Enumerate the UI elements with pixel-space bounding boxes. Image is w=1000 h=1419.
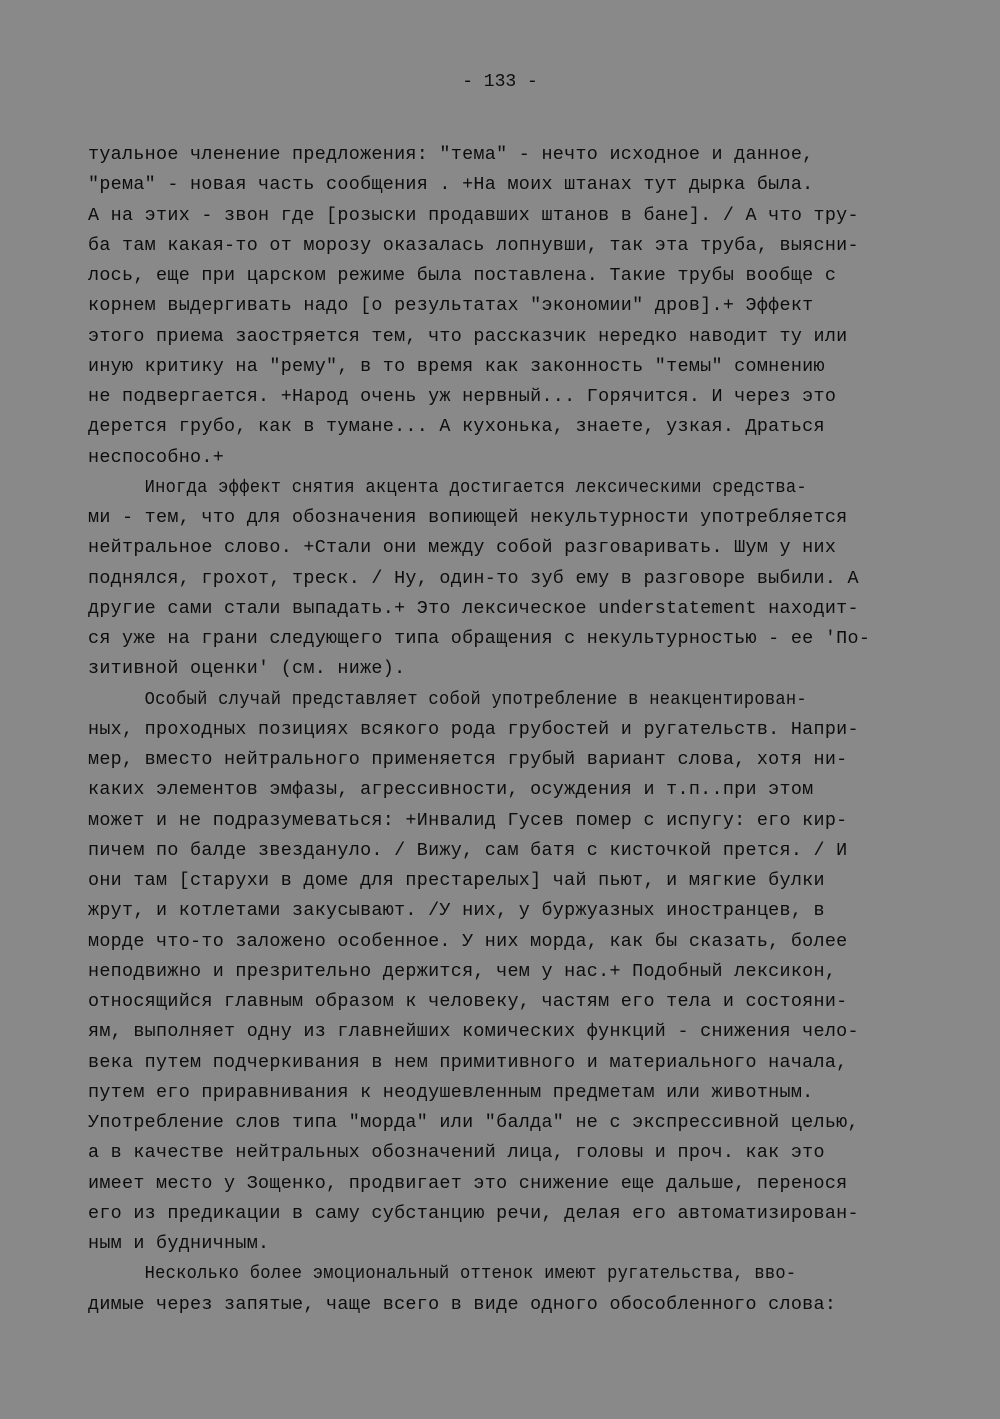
paragraph-first-line: Несколько более эмоциональный оттенок имеют ругательства, вво- [144, 1263, 797, 1285]
text-line: иную критику на "рему", в то время как законность "темы" сомнению [88, 355, 825, 377]
text-line: А на этих - звон где [розыски продавших штанов в бане]. / А что тру- [88, 204, 859, 226]
paragraph-first-line: Иногда эффект снятия акцента достигается лексическими средства- [144, 476, 807, 498]
text-line: жрут, и котлетами закусывают. /У них, у буржуазных иностранцев, в [88, 900, 825, 922]
body-text [88, 140, 928, 1320]
text-line: ми - тем, что для обозначения вопиющей некультурности употребляется [88, 507, 848, 528]
text-line: Употребление слов типа "морда" или "балда" не с экспрессивной целью, [88, 1112, 859, 1133]
text-line: имеет место у Зощенко, продвигает это снижение еще дальше, перенося [88, 1172, 848, 1194]
text-line: они там [старухи в доме для престарелых] чай пьют, и мягкие булки [88, 870, 825, 891]
text-line: века путем подчеркивания в нем примитивного и материального начала, [88, 1051, 848, 1073]
text-line: путем его приравнивания к неодушевленным предметам или животным. [88, 1081, 814, 1103]
text-line: может и не подразумеваться: +Инвалид Гусев помер с испугу: его кир- [88, 809, 848, 831]
text-line: зитивной оценки' (см. ниже). [88, 658, 406, 680]
text-line: ба там какая-то от морозу оказалась лопнувши, так эта труба, выясни- [88, 234, 859, 256]
text-line: ся уже на грани следующего типа обращения с некультурностью - ее 'По- [88, 628, 871, 649]
text-line: морде что-то заложено особенное. У них морда, как бы сказать, более [88, 930, 848, 952]
text-line: неспособно.+ [88, 446, 225, 468]
text-line: ям, выполняет одну из главнейших комических функций - снижения чело- [88, 1021, 859, 1043]
text-line: "рема" - новая часть сообщения . +На моих штанах тут дырка была. [88, 174, 814, 196]
page-number: - 133 - [462, 72, 538, 92]
text-line: другие сами стали выпадать.+ Это лексическое understatement находит- [88, 597, 859, 619]
text-line: мер, вместо нейтрального применяется грубый вариант слова, хотя ни- [88, 749, 848, 770]
text-line: каких элементов эмфазы, агрессивности, осуждения и т.п..при этом [88, 779, 814, 801]
text-line: его из предикации в саму субстанцию речи, делая его автоматизирован- [88, 1202, 859, 1224]
text-line: лось, еще при царском режиме была поставлена. Такие трубы вообще с [88, 265, 837, 286]
text-line: нейтральное слово. +Стали они между собой разговаривать. Шум у них [88, 537, 837, 559]
text-line: этого приема заостряется тем, что рассказчик нередко наводит ту или [88, 325, 848, 347]
text-line: пичем по балде звездануло. / Вижу, сам батя с кисточкой прется. / И [88, 839, 848, 861]
text-line: а в качестве нейтральных обозначений лица, головы и проч. как это [88, 1142, 825, 1164]
text-line: туальное членение предложения: "тема" - нечто исходное и данное, [88, 144, 814, 165]
paragraph-first-line: Особый случай представляет собой употребление в неакцентирован- [144, 688, 807, 710]
text-line: дерется грубо, как в тумане... А кухонька, знаете, узкая. Драться [88, 416, 825, 438]
text-line: относящийся главным образом к человеку, частям его тела и состояни- [88, 991, 848, 1012]
text-line: ным и будничным. [88, 1233, 270, 1254]
text-line: не подвергается. +Народ очень уж нервный... Горячится. И через это [88, 386, 837, 407]
text-line: неподвижно и презрительно держится, чем у нас.+ Подобный лексикон, [88, 960, 837, 982]
text-line: ных, проходных позициях всякого рода грубостей и ругательств. Напри- [88, 718, 859, 740]
text-line: поднялся, грохот, треск. / Ну, один-то зуб ему в разговоре выбили. А [88, 567, 859, 589]
text-line: димые через запятые, чаще всего в виде одного обособленного слова: [88, 1293, 837, 1315]
text-line: корнем выдергивать надо [о результатах "экономии" дров].+ Эффект [88, 295, 814, 317]
